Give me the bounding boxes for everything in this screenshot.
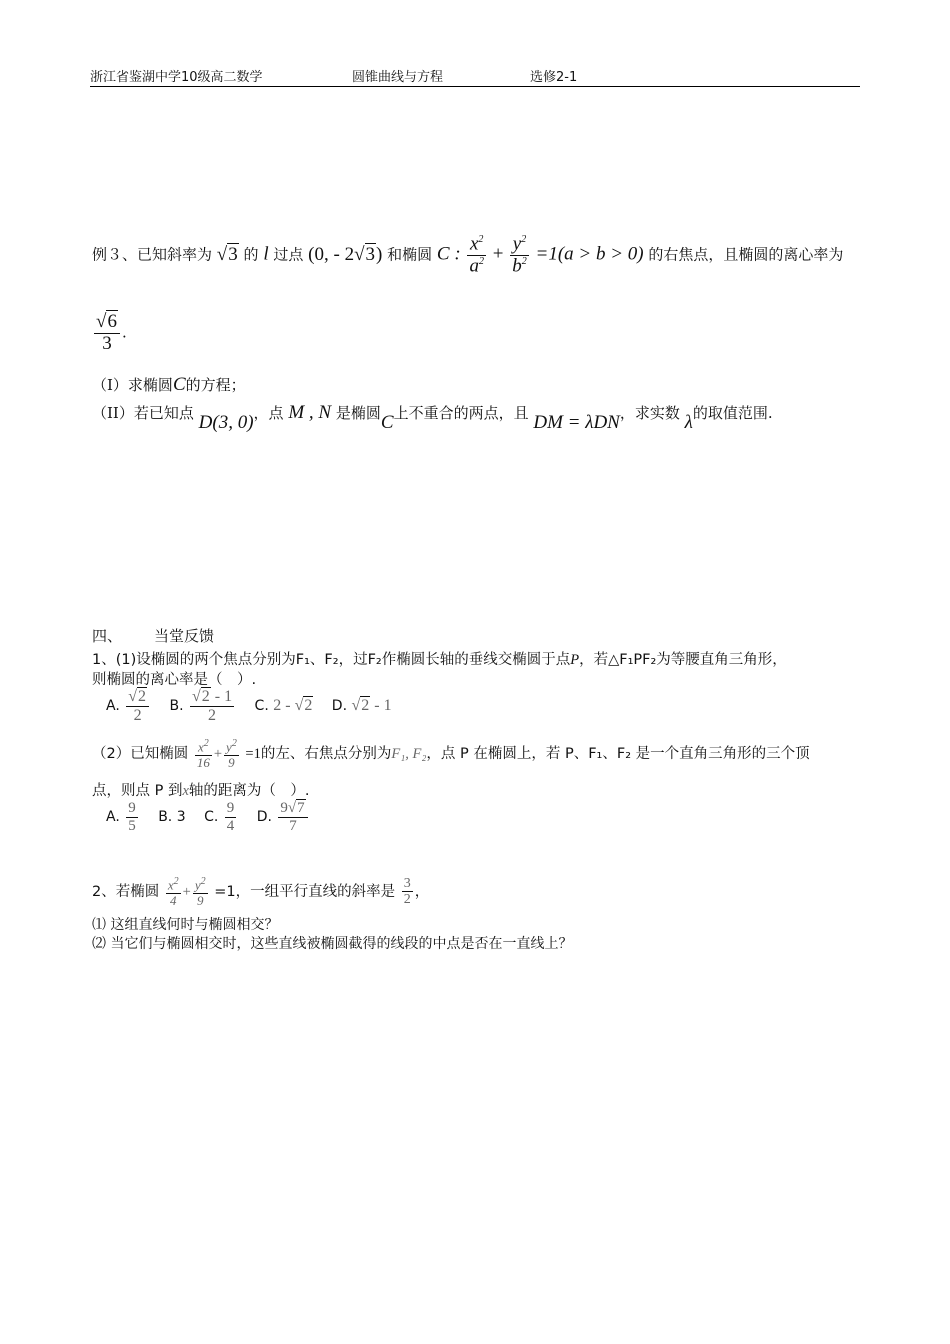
q1-part2-line1: （2）已知椭圆 $\frac{x^2}{16}$ + $\frac{y^2}{9}$ =1的左、右焦点分别为F₁, F₂，点 P 在椭圆上，若 P、F₁、F₂ 是一个直角三角形的三个顶 [92,738,810,770]
q2-sub1: ⑴ 这组直线何时与椭圆相交？ [92,917,279,933]
q2-option-c: C. $\frac{9}{4}$ [204,800,235,834]
q1-part2-line2: 点，则点 P 到x轴的距离为（ ）. [92,783,310,799]
q2-option-a: A. $\frac{9}{5}$ [106,800,136,834]
q1-option-d: D. √2 - 1 [331,697,392,715]
page-header [90,66,860,87]
header-topic: 圆锥曲线与方程 [352,70,444,85]
q1-part2-options [106,800,324,834]
point-coord: (0, - 2√3) [308,243,383,265]
ellipse-y-term: $\frac{y^2}{b^2}$ [512,233,527,277]
slope-sqrt: √3 [216,243,238,265]
example3-part1: （I）求椭圆C的方程； [92,374,246,395]
header-school: 浙江省鉴湖中学10级高二数学 [90,70,263,85]
q1-part1-options [106,688,406,724]
q1-part1-line2: 则椭圆的离心率是（ ）. [92,672,257,688]
q2-sub2: ⑵ 当它们与椭圆相交时，这些直线被椭圆截得的线段的中点是否在一直线上？ [92,936,573,952]
ellipse-x-term: $\frac{x^2}{a^2}$ [469,233,484,277]
q1-option-b: B. $\frac{√2 - 1}{2}$ [169,688,233,724]
header-course: 选修2-1 [530,70,578,85]
q1-part1-line1: 1、(1)设椭圆的两个焦点分别为F₁、F₂，过F₂作椭圆长轴的垂线交椭圆于点P，若△F₁PF₂为等腰直角三角形， [92,652,787,668]
q2-line1: 2、若椭圆 $\frac{x^2}{4}$ + $\frac{y^2}{9}$ =1，一组平行直线的斜率是 $\frac{3}{2}$ ， [92,876,430,908]
eccentricity-value: $\frac{√6}{3}$ . [96,311,127,354]
section4-title: 四、 当堂反馈 [92,627,215,645]
q2-option-b: B. 3 [158,809,186,825]
q2-option-d: D. $\frac{9√7}{7}$ [257,800,310,834]
q1-option-c: C. 2 - √2 [254,697,313,715]
q1-option-a: A. $\frac{√2}{2}$ [106,688,151,724]
example3-part2: （II）若已知点 D(3, 0)，点 M , N 是椭圆C上不重合的两点，且 DM = λDN，求实数 λ的取值范围. [92,402,773,433]
example3-line1: 例３、已知斜率为 √3 的 l 过点 (0, - 2√3) 和椭圆 C : $\frac{x^2}{a^2}$ + $\frac{y^2}{b^2}$ =1(a > b > 0) 的右焦点，且椭圆的离心率为 [92,233,844,277]
